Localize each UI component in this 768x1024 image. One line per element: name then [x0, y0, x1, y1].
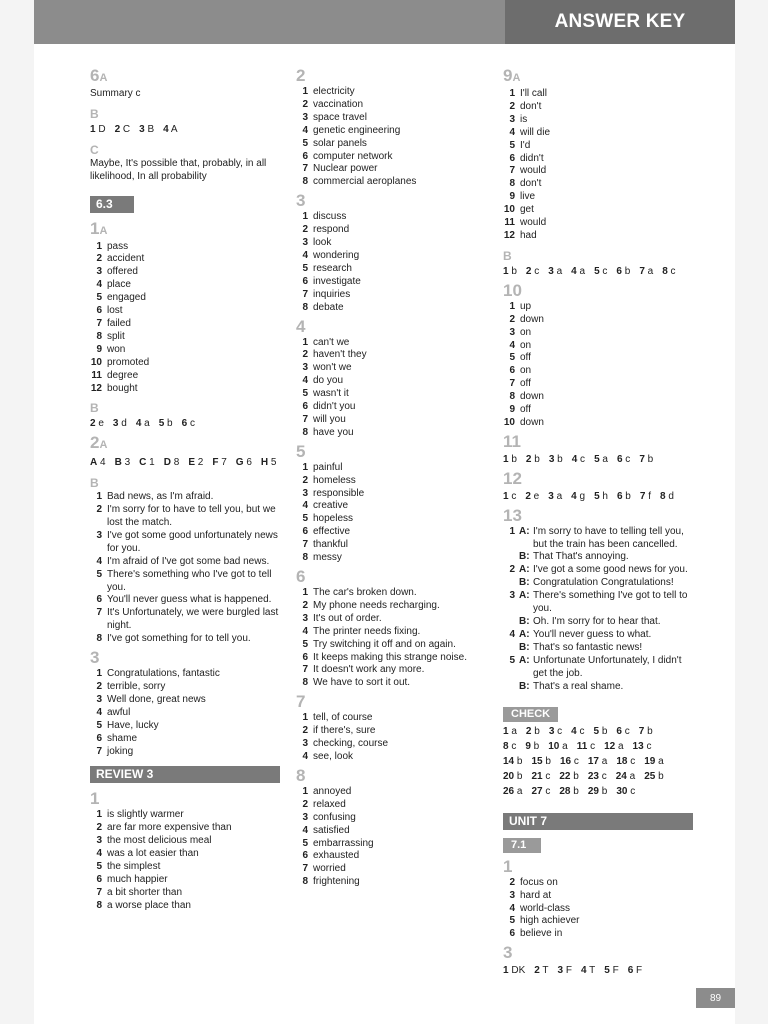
list-item: 3 offered — [96, 266, 138, 278]
answer-pair: 1 DK — [503, 965, 526, 977]
list-item: 10 get — [503, 204, 534, 216]
list-item: 2 if there's, sure — [302, 725, 376, 737]
answer-pair: 5 a — [594, 453, 608, 465]
section-heading: 13 — [503, 505, 522, 525]
inline-answers — [90, 457, 280, 470]
inline-answers — [503, 965, 693, 978]
list-item: 1 I'll call — [509, 88, 547, 99]
section-heading: 2A — [90, 433, 108, 453]
page-number: 89 — [696, 988, 735, 1008]
section-heading: 1 — [503, 856, 513, 876]
answer-pair: 6 F — [627, 965, 643, 977]
list-item: 8 We have to sort it out. — [302, 677, 411, 689]
list-item: 6 computer network — [302, 150, 393, 162]
list-item: 8 frightening — [302, 876, 360, 888]
answer-pair: 7 b — [639, 453, 654, 465]
answer-list — [90, 809, 280, 912]
list-item: 6 It keeps making this strange noise. — [302, 651, 467, 663]
check-row — [503, 741, 693, 754]
section-heading: 10 — [503, 280, 522, 300]
list-item: 10 promoted — [90, 356, 150, 368]
answer-pair: 2 C — [114, 123, 131, 135]
page-title: ANSWER KEY — [505, 0, 735, 44]
answer-pair: 1 b — [503, 265, 517, 277]
list-item: 3 the most delicious meal — [96, 835, 212, 847]
lesson-label: 6.3 — [90, 196, 134, 213]
check-answers — [503, 726, 693, 799]
answer-pair: 18 c — [616, 756, 636, 768]
answer-pair: 2 b — [525, 453, 540, 465]
list-item: 3 space travel — [302, 111, 367, 123]
answer-pair: 1 a — [503, 726, 517, 738]
list-item: 7 joking — [96, 745, 134, 757]
list-item: 1 Bad news, as I'm afraid. — [96, 491, 214, 503]
answer-pair: 29 b — [587, 785, 608, 797]
answer-pair: 2 b — [525, 726, 540, 738]
list-item: 11 would — [504, 217, 547, 229]
list-item: 5 high achiever — [509, 915, 580, 927]
dialogue-line: You'll never guess to what. — [533, 628, 652, 640]
answer-pair: 8 c — [503, 741, 517, 753]
answer-pair: 22 b — [559, 771, 579, 783]
list-item: 5 There's something who I've got to tell you. — [96, 568, 272, 593]
column-3 — [503, 64, 693, 978]
answer-pair: 23 c — [587, 771, 607, 783]
answer-pair: 6 c — [616, 726, 630, 738]
list-item: 4 I'm afraid of I've got some bad news. — [96, 555, 270, 567]
list-item: 5 wasn't it — [302, 388, 349, 400]
answer-pair: 4 T — [580, 965, 596, 977]
list-item: 7 will you — [302, 413, 346, 425]
review-banner: REVIEW 3 — [90, 766, 280, 783]
list-item: 2 My phone needs recharging. — [302, 599, 440, 611]
list-item: 6 much happier — [96, 873, 168, 885]
list-item: 6 effective — [302, 526, 351, 538]
list-item: 9 live — [509, 191, 536, 203]
list-item: 8 messy — [302, 552, 342, 564]
list-item: 7 a bit shorter than — [96, 886, 183, 898]
list-item: 6 didn't — [509, 152, 544, 164]
list-item: 12 had — [503, 229, 537, 241]
list-item: 2 focus on — [509, 876, 558, 888]
answer-text: Maybe, It's possible that, probably, in all likelihood, In all probability — [90, 157, 267, 182]
dialogue-line: I've got a some good news for you. — [533, 564, 688, 576]
section-heading: 8 — [296, 765, 306, 785]
list-item: 8 down — [509, 391, 544, 403]
answer-list — [90, 491, 280, 646]
column-1 — [90, 64, 280, 913]
dialogue-line: Congratulation Congratulations! — [533, 577, 674, 589]
answer-pair: 3 b — [548, 453, 563, 465]
answer-pair: 9 b — [525, 741, 540, 753]
dialogue-answers: 1 A: I'm sorry to have to telling tell you, but the train has been cancelled. B: That That's annoying. 2 A: I've got a some good news for you. B: Congratulation Congratulations! 3 A: There's something I've got to tell to you. B: Oh. I'm sorry for to hear that. 4 A: You'll never guess to what. B: That's so fantastic news! 5 A: Unfortunate Unfortunately, I didn't get the job. B: That's a real shame. — [503, 526, 693, 694]
list-item: 3 It's out of order. — [302, 612, 382, 624]
inline-answers — [503, 266, 693, 279]
list-item: 9 won — [96, 343, 126, 355]
answer-pair: 7 b — [638, 726, 653, 738]
answer-pair: 5 F — [604, 965, 619, 977]
list-item: 1 can't we — [302, 336, 350, 348]
check-row — [503, 771, 693, 784]
answer-pair: 3 d — [112, 418, 127, 430]
section-heading: 6 — [296, 567, 306, 586]
list-item: 1 pass — [96, 240, 129, 252]
list-item: 2 are far more expensive than — [96, 822, 232, 834]
list-item: 4 see, look — [302, 750, 354, 762]
subsection-label: B — [503, 248, 512, 263]
list-item: 3 checking, course — [302, 738, 389, 750]
list-item: 1 annoyed — [302, 785, 352, 797]
list-item: 1 electricity — [302, 86, 355, 97]
answer-pair: 30 c — [616, 785, 636, 797]
list-item: 3 look — [302, 237, 332, 249]
list-item: 4 awful — [96, 706, 131, 718]
list-item: 8 don't — [509, 178, 542, 190]
answer-pair: 6 b — [616, 490, 631, 502]
list-item: 2 homeless — [302, 474, 356, 486]
answer-pair: 6 c — [181, 418, 195, 430]
list-item: 5 the simplest — [96, 860, 161, 872]
list-item: 3 on — [509, 326, 532, 338]
answer-pair: 12 a — [604, 741, 624, 753]
list-item: 6 on — [509, 365, 532, 377]
list-item: 8 a worse place than — [96, 899, 191, 911]
list-item: 4 creative — [302, 500, 349, 512]
list-item: 5 Try switching it off and on again. — [302, 638, 456, 650]
list-item: 4 was a lot easier than — [96, 848, 199, 860]
answer-pair: 10 a — [548, 741, 568, 753]
list-item: 8 I've got something for to tell you. — [96, 633, 251, 645]
list-item: 5 off — [509, 352, 531, 364]
list-item: 7 inquiries — [302, 288, 351, 300]
answer-pair: 8 d — [660, 490, 674, 502]
answer-pair: C 1 — [139, 457, 155, 469]
list-item: 2 don't — [509, 100, 542, 112]
dialogue-line: That's a real shame. — [533, 680, 624, 692]
list-item: 2 terrible, sorry — [96, 681, 166, 692]
dialogue-line: Oh. I'm sorry for to hear that. — [533, 616, 661, 627]
answer-pair: 7 a — [639, 265, 654, 277]
column-2 — [296, 64, 486, 889]
answer-pair: 4 g — [571, 490, 586, 502]
list-item: 3 I've got some good unfortunately news for you. — [96, 529, 278, 554]
answer-pair: 5 c — [594, 265, 608, 277]
list-item: 1 Congratulations, fantastic — [96, 668, 220, 680]
answer-list — [503, 877, 693, 942]
check-row — [503, 726, 693, 739]
list-item: 5 Have, lucky — [96, 719, 159, 731]
list-item: 3 won't we — [302, 362, 352, 374]
answer-pair: 4 c — [571, 726, 585, 738]
answer-list — [296, 211, 486, 314]
section-heading: 11 — [503, 431, 521, 451]
dialogue-line: Unfortunate Unfortunately, I didn't get the job. — [533, 654, 682, 679]
dialogue-line: There's something I've got to tell to you. — [533, 590, 688, 615]
dialogue-line: That That's annoying. — [533, 551, 629, 563]
inline-answers — [90, 418, 280, 431]
answer-pair: 5 h — [594, 490, 608, 502]
list-item: 6 shame — [96, 732, 138, 744]
inline-answers — [503, 454, 693, 467]
answer-pair: 21 c — [531, 771, 551, 783]
section-heading: 3 — [296, 191, 306, 211]
inline-answers — [503, 491, 693, 504]
answer-pair: 26 a — [503, 785, 523, 797]
list-item: 4 The printer needs fixing. — [302, 625, 421, 637]
answer-pair: 5 b — [593, 726, 608, 738]
list-item: 6 didn't you — [302, 401, 356, 413]
list-item: 2 accident — [96, 253, 145, 265]
subsection-label: C — [90, 142, 99, 157]
list-item: 10 down — [503, 416, 544, 428]
answer-list — [296, 587, 486, 690]
list-item: 1 tell, of course — [302, 712, 373, 724]
list-item: 6 exhausted — [302, 850, 360, 862]
answer-list — [296, 462, 486, 565]
answer-pair: 5 b — [158, 418, 173, 430]
list-item: 2 relaxed — [302, 798, 346, 810]
section-heading: 6A — [90, 66, 108, 85]
section-heading: 9A — [503, 66, 521, 85]
answer-list — [296, 86, 486, 189]
answer-pair: 1 D — [90, 123, 106, 135]
answer-pair: 4 a — [135, 418, 150, 430]
list-item: 8 have you — [302, 426, 354, 438]
list-item: 1 discuss — [302, 211, 347, 223]
subsection-label: B — [90, 106, 99, 121]
answer-list — [90, 668, 280, 758]
answer-list — [90, 241, 280, 396]
list-item: 7 It's Unfortunately, we were burgled last night. — [96, 607, 279, 632]
answer-list — [296, 786, 486, 889]
list-item: 5 hopeless — [302, 513, 354, 525]
section-heading: 2 — [296, 66, 306, 85]
answer-pair: 19 a — [644, 756, 664, 768]
answer-list — [296, 337, 486, 440]
dialogue-line: I'm sorry to have to telling tell you, but the train has been cancelled. — [533, 525, 684, 550]
list-item: 7 would — [509, 165, 547, 177]
list-item: 4 do you — [302, 375, 344, 387]
answer-list — [503, 88, 693, 243]
answer-pair: 17 a — [587, 756, 608, 768]
list-item: 7 It doesn't work any more. — [302, 664, 425, 676]
answer-pair: 4 A — [163, 123, 178, 135]
list-item: 1 up — [509, 300, 532, 312]
list-item: 5 embarrassing — [302, 837, 374, 849]
answer-pair: 20 b — [503, 771, 523, 783]
inline-answers — [90, 124, 280, 137]
list-item: 7 thankful — [302, 539, 349, 551]
dialogue-line: That's so fantastic news! — [533, 641, 643, 653]
answer-pair: D 8 — [163, 457, 180, 469]
answer-pair: F 7 — [212, 457, 227, 469]
list-item: 6 believe in — [509, 928, 563, 940]
list-item: 11 degree — [91, 369, 139, 381]
list-item: 4 on — [509, 339, 532, 351]
list-item: 6 investigate — [302, 275, 361, 287]
list-item: 1 is slightly warmer — [96, 809, 184, 821]
answer-pair: 15 b — [531, 756, 551, 768]
list-item: 7 Nuclear power — [302, 163, 378, 175]
answer-pair: 11 c — [576, 741, 596, 753]
list-item: 4 place — [96, 279, 131, 291]
list-item: 2 down — [509, 313, 544, 325]
answer-pair: 3 F — [557, 965, 572, 977]
section-heading: 12 — [503, 468, 522, 488]
answer-pair: 3 c — [548, 726, 563, 738]
list-item: 3 Well done, great news — [96, 693, 206, 705]
answer-pair: 7 f — [639, 490, 651, 502]
answer-pair: 4 a — [571, 265, 586, 277]
section-heading: 1 — [90, 789, 100, 809]
list-item: 2 haven't they — [302, 349, 367, 361]
check-label: CHECK — [503, 707, 558, 722]
list-item: 2 respond — [302, 224, 350, 236]
section-heading: 3 — [503, 943, 513, 963]
list-item: 4 satisfied — [302, 824, 350, 836]
lesson-label: 7.1 — [503, 838, 541, 853]
answer-pair: 8 c — [662, 265, 676, 277]
list-item: 6 lost — [96, 305, 123, 317]
answer-pair: 16 c — [559, 756, 579, 768]
answer-pair: 1 c — [503, 490, 517, 502]
unit-banner: UNIT 7 — [503, 813, 693, 830]
answer-pair: 14 b — [503, 756, 523, 768]
section-heading: 5 — [296, 441, 306, 461]
list-item: 9 off — [509, 404, 531, 416]
list-item: 8 split — [96, 330, 125, 342]
subsection-label: B — [90, 476, 99, 491]
answer-pair: 3 B — [139, 123, 155, 135]
section-heading: 7 — [296, 692, 306, 712]
answer-list — [296, 712, 486, 764]
answer-pair: 2 e — [90, 418, 104, 430]
list-item: 1 painful — [302, 461, 343, 473]
answer-pair: 3 a — [548, 265, 563, 277]
answer-pair: 24 a — [615, 771, 636, 783]
list-item: 3 confusing — [302, 811, 356, 823]
section-heading: 4 — [296, 316, 306, 336]
list-item: 5 engaged — [96, 292, 146, 304]
answer-pair: A 4 — [90, 457, 106, 469]
answer-pair: 6 c — [616, 453, 631, 465]
answer-pair: 25 b — [644, 771, 664, 783]
list-item: 7 worried — [302, 863, 346, 875]
list-item: 7 failed — [96, 317, 131, 329]
list-item: 12 bought — [90, 382, 138, 394]
answer-pair: G 6 — [235, 457, 252, 469]
list-item: 3 responsible — [302, 487, 365, 499]
answer-pair: 28 b — [559, 785, 579, 797]
section-heading: 3 — [90, 648, 100, 668]
answer-pair: E 2 — [188, 457, 204, 469]
answer-pair: B 3 — [114, 457, 131, 469]
answer-pair: 3 a — [548, 490, 563, 502]
check-row — [503, 786, 693, 799]
list-item: 6 You'll never guess what is happened. — [96, 594, 272, 606]
list-item: 4 wondering — [302, 249, 360, 261]
answer-pair: 2 T — [534, 965, 549, 977]
list-item: 4 genetic engineering — [302, 124, 401, 136]
check-row — [503, 756, 693, 769]
list-item: 4 world-class — [509, 902, 571, 914]
answer-pair: 2 c — [525, 265, 540, 277]
answer-pair: 2 e — [525, 490, 540, 502]
answer-text: Summary c — [90, 88, 141, 99]
answer-pair: 13 c — [632, 741, 652, 753]
answer-pair: 6 b — [616, 265, 631, 277]
section-heading: 1A — [90, 218, 108, 238]
list-item: 5 research — [302, 262, 352, 274]
answer-pair: 27 c — [531, 785, 551, 797]
list-item: 3 hard at — [509, 889, 552, 901]
list-item: 5 solar panels — [302, 137, 367, 149]
list-item: 5 I'd — [509, 139, 531, 151]
list-item: 2 I'm sorry for to have to tell you, but we lost the match. — [96, 504, 276, 529]
list-item: 7 off — [509, 378, 531, 390]
list-item: 2 vaccination — [302, 98, 364, 110]
answer-pair: H 5 — [260, 457, 277, 469]
answer-pair: 1 b — [503, 453, 517, 465]
answer-pair: 4 c — [571, 453, 586, 465]
list-item: 3 is — [509, 113, 528, 125]
answer-list — [503, 301, 693, 430]
list-item: 8 commercial aeroplanes — [302, 176, 417, 188]
list-item: 8 debate — [302, 301, 344, 313]
list-item: 4 will die — [509, 126, 551, 138]
subsection-label: B — [90, 401, 99, 416]
list-item: 1 The car's broken down. — [302, 587, 417, 598]
